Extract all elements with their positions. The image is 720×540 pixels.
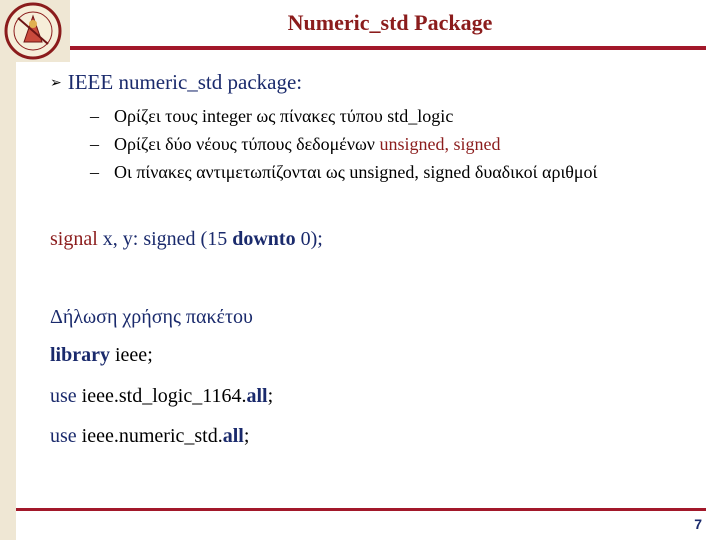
sub-bullet-dash: – <box>90 106 99 126</box>
university-seal-icon <box>2 2 64 60</box>
footer-divider <box>16 508 706 511</box>
sub-bullet-3 <box>90 162 597 183</box>
all-keyword: all <box>222 425 244 447</box>
sub-bullet-text: Ορίζει δύο νέους τύπους δεδομένων <box>114 134 380 154</box>
use-text: ieee.numeric_std. <box>76 425 223 447</box>
library-keyword: library <box>50 344 110 366</box>
use-keyword: use <box>50 385 77 407</box>
use-keyword: use <box>50 425 77 447</box>
sub-bullet-text: Οι πίνακες αντιμετωπίζονται ως unsigned, signed δυαδικοί αριθμοί <box>114 162 598 182</box>
downto-keyword: downto <box>232 228 296 250</box>
signal-declaration <box>50 228 323 251</box>
usage-heading: Δήλωση χρήσης πακέτου <box>50 306 253 328</box>
use-text: ieee.std_logic_1164. <box>76 385 247 407</box>
logo-area <box>0 0 70 62</box>
arrowhead-bullet-icon: ➢ <box>50 76 62 91</box>
use-semicolon: ; <box>243 425 250 447</box>
use-semicolon: ; <box>267 385 274 407</box>
use-line-1 <box>50 385 273 408</box>
sub-bullet-dash: – <box>90 134 99 154</box>
main-bullet-text: IEEE numeric_std package: <box>67 70 303 94</box>
sub-bullet-1 <box>90 106 453 127</box>
all-keyword: all <box>246 385 268 407</box>
library-text: ieee; <box>110 344 153 366</box>
use-line-2 <box>50 425 249 448</box>
sub-bullet-keyword: unsigned, signed <box>379 134 501 154</box>
sub-bullet-dash: – <box>90 162 99 182</box>
sub-bullet-2 <box>90 134 500 155</box>
left-decor-strip <box>0 0 16 540</box>
sub-bullet-text: Ορίζει τους integer ως πίνακες τύπου std_logic <box>114 106 454 126</box>
title-divider <box>70 46 706 50</box>
page-number: 7 <box>694 516 702 532</box>
signal-keyword: signal <box>50 228 98 250</box>
signal-text: x, y: signed (15 <box>97 228 233 250</box>
main-bullet <box>50 70 302 95</box>
signal-text-end: 0); <box>295 228 323 250</box>
slide-title: Numeric_std Package <box>287 10 493 35</box>
library-line <box>50 344 153 367</box>
